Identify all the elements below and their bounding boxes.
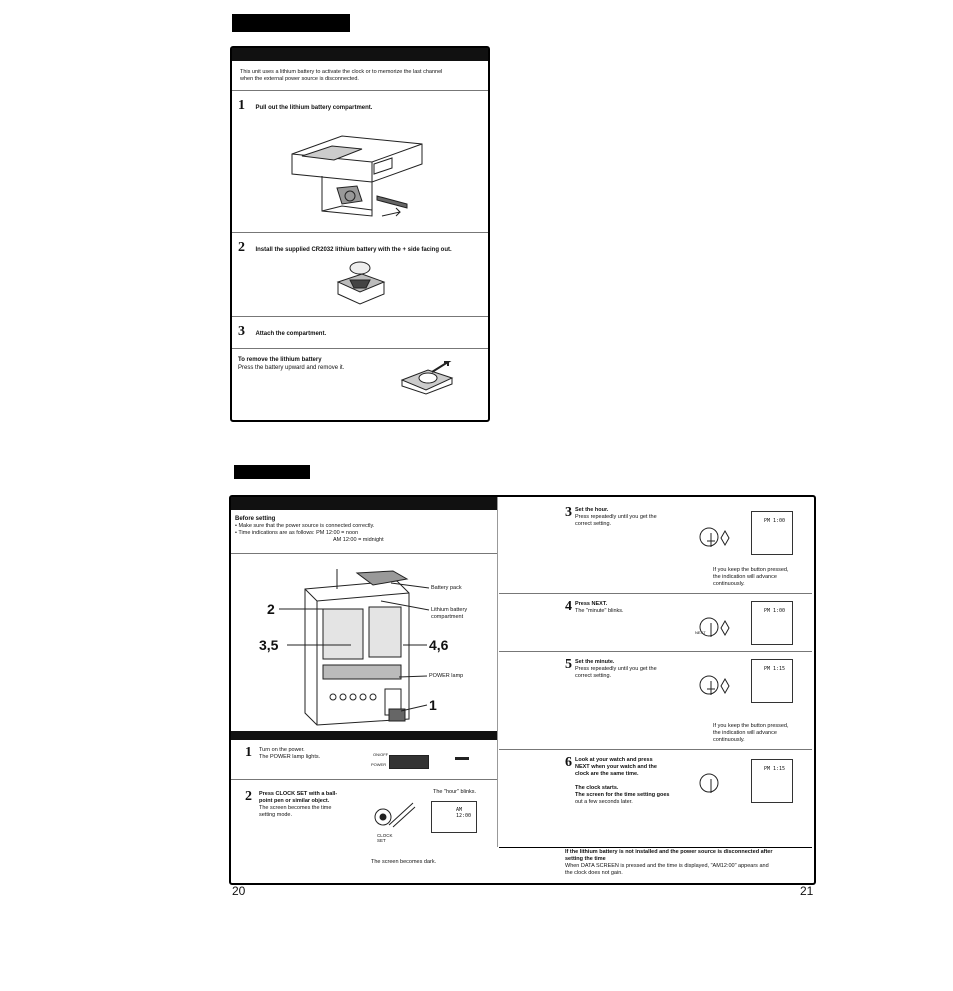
step-3-note: If you keep the button pressed, the indication will advance continuously. — [713, 567, 789, 587]
bottom-step-5: 5 — [565, 657, 572, 672]
bottom-step-2: 2 — [245, 789, 252, 804]
next-label: NEXT — [695, 630, 706, 635]
page-number-right: 21 — [800, 884, 814, 898]
clock-setting-box — [229, 495, 816, 885]
top-step-1: 1 Pull out the lithium battery compartment. — [238, 98, 373, 113]
lcd-step-4: PM 1:00 — [751, 601, 793, 645]
callout-number-1: 1 — [429, 697, 437, 713]
hour-blinks-note: The "hour" blinks. — [433, 789, 477, 795]
next-button-icon-step-6[interactable] — [697, 769, 737, 799]
power-label: POWER — [371, 762, 387, 767]
before-setting-list: • Make sure that the power source is connected correctly. • Time indications are as follows: PM 12:00 = noon AM 12:00 = midnight — [235, 523, 384, 543]
remove-text: Press the battery upward and remove it. — [238, 365, 345, 371]
lcd-step-6: PM 1:15 — [751, 759, 793, 803]
bottom-step-3-text: Set the hour. Press repeatedly until you get the correct setting. — [575, 507, 657, 527]
bottom-step-3: 3 — [565, 505, 572, 520]
section-title-bar-bottom — [234, 465, 310, 479]
lcd-step-5: PM 1:15 — [751, 659, 793, 703]
clock-set-label: CLOCK SET — [377, 833, 393, 843]
next-button-icon[interactable] — [697, 613, 737, 643]
bottom-step-4-text: Press NEXT. The "minute" blinks. — [575, 601, 624, 614]
minute-button-icon[interactable] — [697, 671, 737, 701]
callout-power-lamp: POWER lamp — [429, 673, 464, 679]
section-title-bar-top — [232, 14, 350, 32]
remove-title: To remove the lithium battery — [238, 357, 322, 363]
hour-button-icon[interactable] — [697, 523, 737, 553]
bottom-step-2-text: Press CLOCK SET with a ball- point pen or similar object. The screen becomes the time setting mode. — [259, 791, 338, 818]
bottom-step-1: 1 — [245, 745, 252, 760]
page-number-left: 20 — [232, 884, 246, 898]
footnote: If the lithium battery is not installed and the power source is disconnected after setting the time When DATA SCREEN is pressed and the time is displayed, "AM12:00" appears and the clock does not gain. — [565, 849, 773, 876]
lcd-step-3: PM 1:00 — [751, 511, 793, 555]
power-lamp-icon — [455, 757, 469, 760]
callout-battery-pack: Battery pack — [431, 585, 462, 591]
bottom-step-5-text: Set the minute. Press repeatedly until you get the correct setting. — [575, 659, 657, 679]
battery-insert-illustration — [330, 256, 390, 306]
bottom-step-6: 6 — [565, 755, 572, 770]
clock-set-button-illustration[interactable] — [367, 801, 417, 851]
bottom-step-4: 4 — [565, 599, 572, 614]
screen-dark-note: The screen becomes dark. — [371, 859, 437, 865]
example-bar: Example: Set to PM 1:15 — [231, 731, 497, 740]
callout-leader-lines — [231, 497, 497, 737]
lcd-step-2: AM 12:00 — [431, 801, 477, 833]
bottom-step-6-text: Look at your watch and press NEXT when your watch and the clock are the same time. The clock starts. The screen for the time setting goes out a few seconds later. — [575, 757, 670, 805]
power-switch[interactable] — [389, 755, 429, 769]
intro-text: This unit uses a lithium battery to activate the clock or to memorize the last channel when the external power source is disconnected. — [240, 69, 443, 82]
callout-number-46: 4,6 — [429, 637, 449, 653]
device-compartment-illustration — [282, 116, 432, 226]
step-5-note: If you keep the button pressed, the indication will advance continuously. — [713, 723, 789, 743]
box-header-bar — [232, 48, 488, 61]
callout-number-35: 3,5 — [259, 637, 279, 653]
lithium-battery-box — [230, 46, 490, 422]
bottom-step-1-text: Turn on the power. The POWER lamp lights. — [259, 747, 321, 760]
callout-lithium-compartment: Lithium battery compartment — [431, 607, 468, 620]
battery-remove-illustration — [398, 360, 456, 394]
callout-number-2: 2 — [267, 601, 275, 617]
on-off-label: ON/OFF — [373, 752, 389, 757]
top-step-2: 2 Install the supplied CR2032 lithium battery with the + side facing out. — [238, 240, 452, 255]
before-setting-title: Before setting — [235, 516, 276, 522]
top-step-3: 3 Attach the compartment. — [238, 324, 327, 339]
